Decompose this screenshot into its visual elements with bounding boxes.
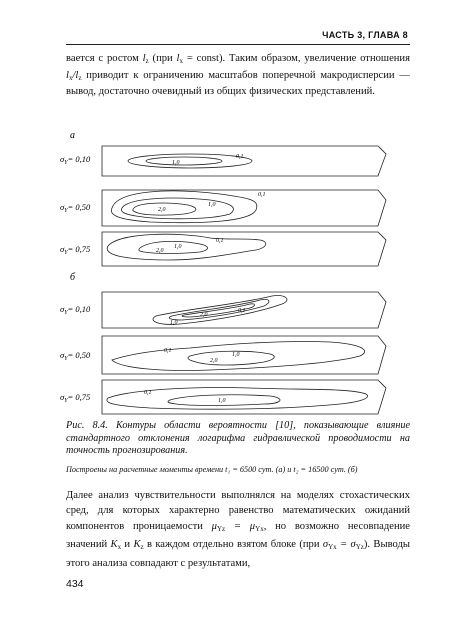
- label-a1-2: 0,1: [236, 154, 244, 160]
- label-b2-3: 2,0: [210, 358, 218, 364]
- row-a3-val: = 0,75: [67, 244, 91, 254]
- intro-ratio-sub2: z: [78, 73, 82, 82]
- body-text-d: ). Выводы этого анализа совпадают с результатами,: [66, 539, 411, 569]
- row-a1-sigma: σ: [60, 154, 65, 164]
- body-k2: K: [133, 539, 141, 551]
- body-text-b: , но возможно несовпадение значений: [66, 520, 411, 551]
- body-sig-mid: = σ: [336, 539, 356, 551]
- intro-sub-z: z: [145, 57, 149, 65]
- contour-a3-outer: [107, 234, 266, 260]
- body-sigma: σ: [322, 539, 329, 551]
- row-b1-sigma: σ: [60, 304, 65, 314]
- row-b2-val: = 0,50: [67, 350, 91, 360]
- body-mu: μ: [211, 520, 217, 532]
- contour-a2-mid: [122, 198, 234, 219]
- row-b2-sub: Y: [64, 356, 68, 362]
- intro-text-c: = const). Таким образом, увеличение отношения: [183, 53, 410, 64]
- label-b1-3: 0,1: [238, 308, 246, 314]
- body-k2-sub: z: [140, 543, 144, 552]
- figure-svg: [60, 128, 420, 416]
- page-number: 434: [66, 578, 84, 590]
- body-text-a: Далее анализ чувствительности выполнялся на моделях стохастических сред, для которых характерно равенство математических ожиданий компонентов проницаемости: [66, 490, 410, 532]
- intro-ratio: l: [66, 69, 69, 81]
- svg-text:σY= 0,10: [60, 304, 91, 316]
- row-a2-val: = 0,50: [67, 202, 91, 212]
- row-a3-sigma: σ: [60, 244, 65, 254]
- intro-ratio-sub1: x: [68, 73, 73, 82]
- running-head: ЧАСТЬ 3, ГЛАВА 8: [322, 30, 408, 40]
- label-a1-1: 1,0: [172, 160, 180, 166]
- intro-sub-x: x: [179, 57, 183, 65]
- svg-text:σY= 0,10: [60, 154, 91, 166]
- label-a2-3: 0,1: [258, 192, 266, 198]
- row-a1-val: = 0,10: [67, 154, 91, 164]
- panel-a-label: a: [70, 130, 75, 141]
- svg-text:σY= 0,75: [60, 244, 90, 256]
- body-text-c: в каждом отдельно взятом блоке (при: [143, 539, 323, 551]
- body-k1: K: [110, 539, 118, 551]
- body-k-and: и: [121, 539, 134, 551]
- intro-text-a: вается с ростом: [66, 53, 143, 64]
- row-b1-sub: Y: [64, 310, 68, 316]
- label-b2-2: 1,0: [232, 352, 240, 358]
- row-b1: [60, 292, 386, 328]
- label-b2-1: 0,1: [164, 348, 172, 354]
- row-b3-sigma: σ: [60, 392, 65, 402]
- label-b1-1: 1,0: [170, 320, 178, 326]
- row-b3: [60, 380, 386, 414]
- row-b3-sub: Y: [64, 398, 68, 404]
- row-b3-val: = 0,75: [67, 392, 91, 402]
- row-a2-sigma: σ: [60, 202, 65, 212]
- row-a3-sub: Y: [64, 250, 68, 256]
- row-b2: [60, 336, 386, 374]
- body-mu-mid: = μ: [225, 520, 256, 532]
- row-b1-val: = 0,10: [67, 304, 91, 314]
- svg-text:σY= 0,50: [60, 202, 91, 214]
- header-rule: [66, 44, 410, 45]
- row-a3: [60, 232, 386, 266]
- body-sig-sub2: Yz: [355, 543, 364, 552]
- domain-outline-a1: [102, 146, 386, 176]
- row-b2-sigma: σ: [60, 350, 65, 360]
- label-a3-1: 1,0: [174, 244, 182, 250]
- label-b3-1: 0,1: [144, 390, 152, 396]
- label-a2-1: 1,0: [208, 202, 216, 208]
- row-a2: [60, 190, 386, 226]
- body-mu-sub2: Yx: [255, 524, 264, 533]
- body-sig-sub1: Yx: [328, 543, 337, 552]
- row-a2-sub: Y: [64, 208, 68, 214]
- label-b1-2: 2,0: [200, 312, 208, 318]
- label-a2-2: 2,0: [158, 207, 166, 213]
- svg-text:σY= 0,50: [60, 350, 91, 362]
- domain-outline-a3: [102, 232, 386, 266]
- intro-ratio-slash: /l: [72, 69, 79, 81]
- row-a1: [60, 146, 386, 176]
- contour-a1-inner: [146, 157, 222, 165]
- domain-outline-a2: [102, 190, 386, 226]
- contour-a2-outer: [111, 191, 257, 223]
- body-k1-sub: x: [117, 543, 122, 552]
- body-mu-sub1: Yz: [216, 524, 226, 533]
- intro-text-b: (при: [148, 53, 177, 64]
- row-a1-sub: Y: [64, 160, 68, 166]
- figure-caption: [66, 420, 410, 458]
- contour-a1-outer: [128, 154, 252, 168]
- caption-fignum: Рис. 8.4.: [66, 420, 108, 431]
- figure-contours: [60, 128, 420, 416]
- intro-sym-lx: l: [176, 53, 180, 64]
- label-a3-3: 0,1: [216, 238, 224, 244]
- label-a3-2: 2,0: [156, 248, 164, 254]
- caption-note: Построены на расчетные моменты времени t₁ = 6500 сут. (а) и t₂ = 16500 сут. (б): [66, 465, 358, 474]
- intro-sym-lz: l: [142, 53, 146, 64]
- panel-b-label: б: [70, 272, 76, 283]
- intro-text-d: приводит к ограничению масштабов поперечной макродисперсии — вывод, достаточно очевидный из общих физических представлений.: [66, 69, 410, 97]
- intro-paragraph: [66, 52, 410, 100]
- caption-text: Контуры области вероятности [10], показывающие влияние стандартного отклонения логарифма гидравлической проводимости на точность прогнозирования.: [66, 420, 410, 456]
- svg-text:σY= 0,75: [60, 392, 90, 404]
- body-paragraph: [66, 488, 410, 571]
- label-b3-2: 1,0: [218, 398, 226, 404]
